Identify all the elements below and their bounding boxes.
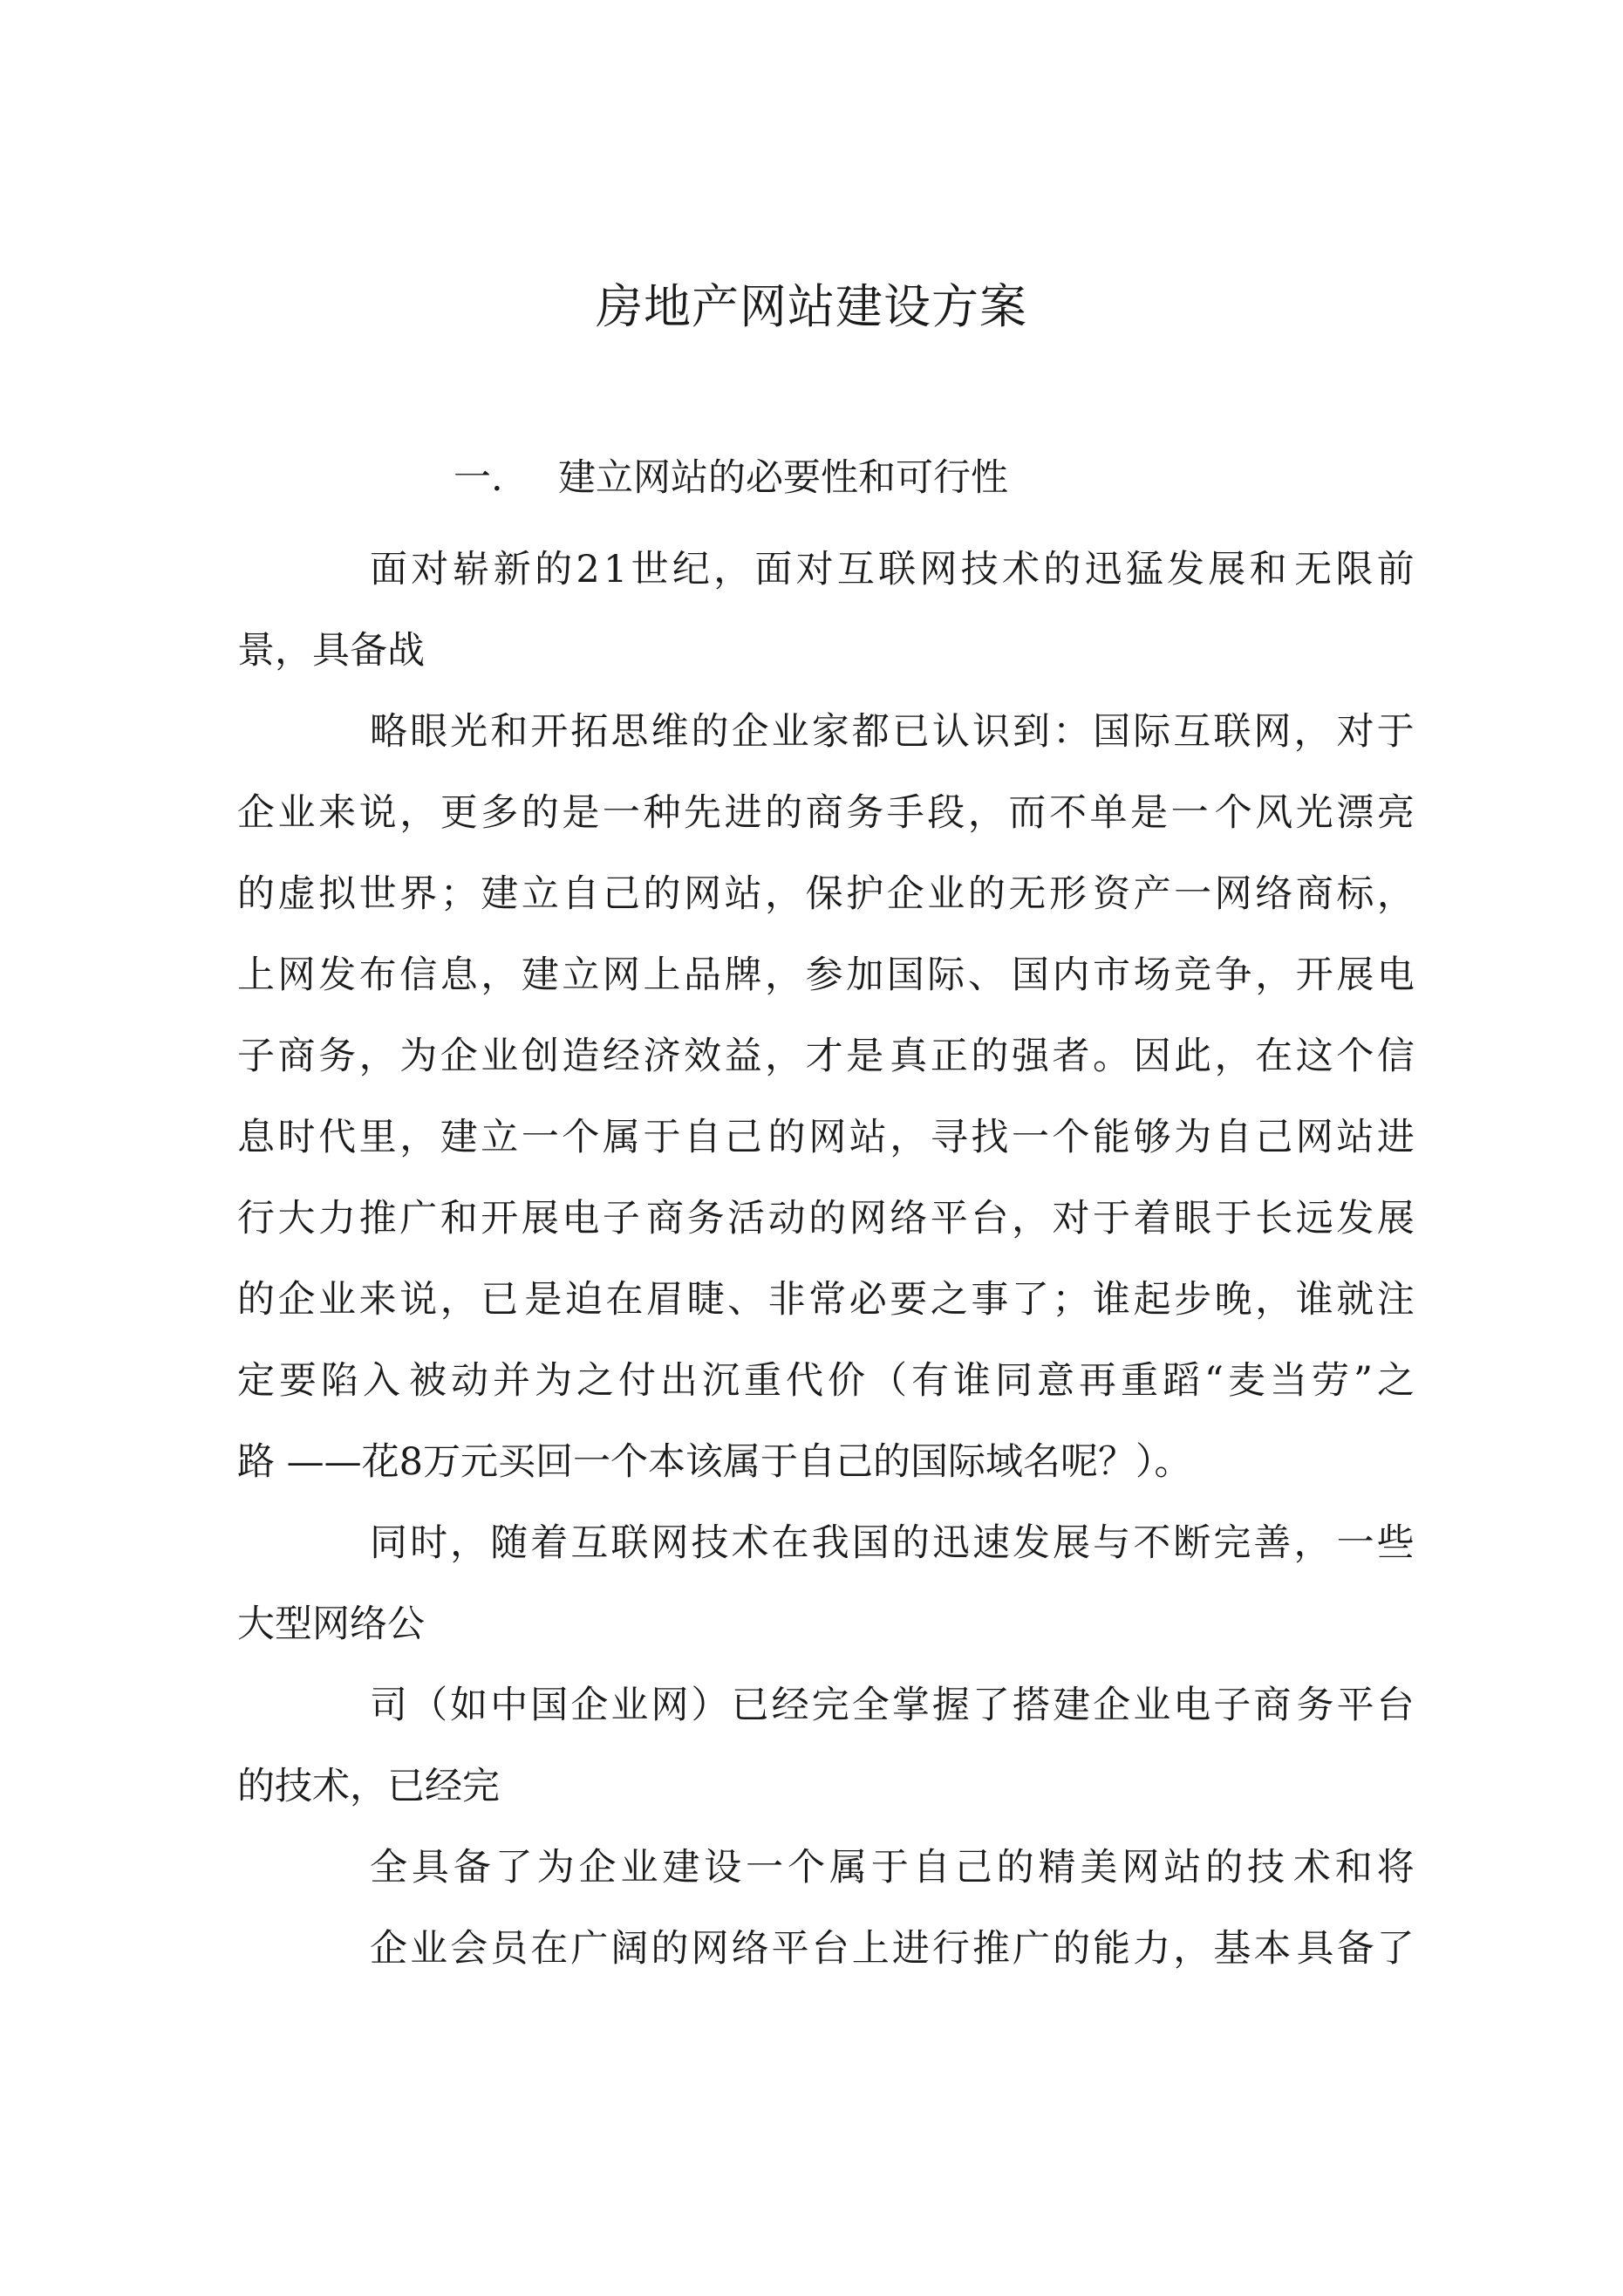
paragraph-line: 的技术，已经完 <box>237 1765 500 1808</box>
paragraph-line: 大型网络公 <box>237 1602 425 1646</box>
section-heading <box>453 443 1008 513</box>
paragraph-line: 行 大 力 推 广 和 开 展 电 子 商 务 活 动 的 网 络 平 台 ， 对 于 着 眼 于 长 远 发 展 <box>237 1197 1415 1240</box>
paragraph-line: 的 虚 拟 世 界 ； 建 立 自 己 的 网 站 ， 保 护 企 业 的 无 形 资 产 一 网 络 商 标 ， <box>237 872 1415 916</box>
paragraph-line: 定 要 陷 入 被 动 并 为 之 付 出 沉 重 代 价 （ 有 谁 同 意 再 重 蹈 “ 麦 当 劳 ” 之 <box>237 1359 1415 1403</box>
section-heading-text: 建立网站的必要性和可行性 <box>558 456 1008 500</box>
document-title: 房地产网站建设方案 <box>596 279 1027 334</box>
paragraph-line: 面 对 崭 新 的 2 1 世 纪 ， 面 对 互 联 网 技 术 的 迅 猛 发 展 和 无 限 前 <box>370 548 1415 591</box>
paragraph-line: 路 ——花8万元买回一个本该属于自己的国际域名呢？）。 <box>237 1440 1192 1484</box>
paragraph-line: 息 时 代 里 ， 建 立 一 个 属 于 自 己 的 网 站 ， 寻 找 一 个 能 够 为 自 己 网 站 进 <box>237 1116 1415 1159</box>
body-text <box>237 530 1415 1990</box>
paragraph-line: 司 （ 如 中 国 企 业 网 ） 已 经 完 全 掌 握 了 搭 建 企 业 电 子 商 务 平 台 <box>370 1684 1415 1727</box>
paragraph-line: 同 时 ， 随 着 互 联 网 技 术 在 我 国 的 迅 速 发 展 与 不 断 完 善 ， 一 些 <box>370 1521 1415 1565</box>
paragraph-line: 子 商 务 ， 为 企 业 创 造 经 济 效 益 ， 才 是 真 正 的 强 者 。 因 此 ， 在 这 个 信 <box>237 1035 1415 1078</box>
paragraph-line: 企 业 会 员 在 广 阔 的 网 络 平 台 上 进 行 推 广 的 能 力 ， 基 本 具 备 了 <box>370 1927 1415 1971</box>
paragraph-line: 的 企 业 来 说 ， 已 是 迫 在 眉 睫 、 非 常 必 要 之 事 了 ； 谁 起 步 晚 ， 谁 就 注 <box>237 1278 1415 1322</box>
paragraph-line: 景，具备战 <box>237 629 425 673</box>
paragraph-line: 上 网 发 布 信 息 ， 建 立 网 上 品 牌 ， 参 加 国 际 、 国 内 市 场 竞 争 ， 开 展 电 <box>237 953 1415 997</box>
section-number: 一. <box>453 456 503 500</box>
paragraph-line: 企 业 来 说 ， 更 多 的 是 一 种 先 进 的 商 务 手 段 ， 而 不 单 是 一 个 风 光 漂 亮 <box>237 791 1415 835</box>
paragraph-line: 略 眼 光 和 开 拓 思 维 的 企 业 家 都 已 认 识 到 ： 国 际 互 联 网 ， 对 于 <box>370 710 1415 754</box>
paragraph-line: 全 具 备 了 为 企 业 建 设 一 个 属 于 自 己 的 精 美 网 站 的 技 术 和 将 <box>370 1846 1415 1889</box>
